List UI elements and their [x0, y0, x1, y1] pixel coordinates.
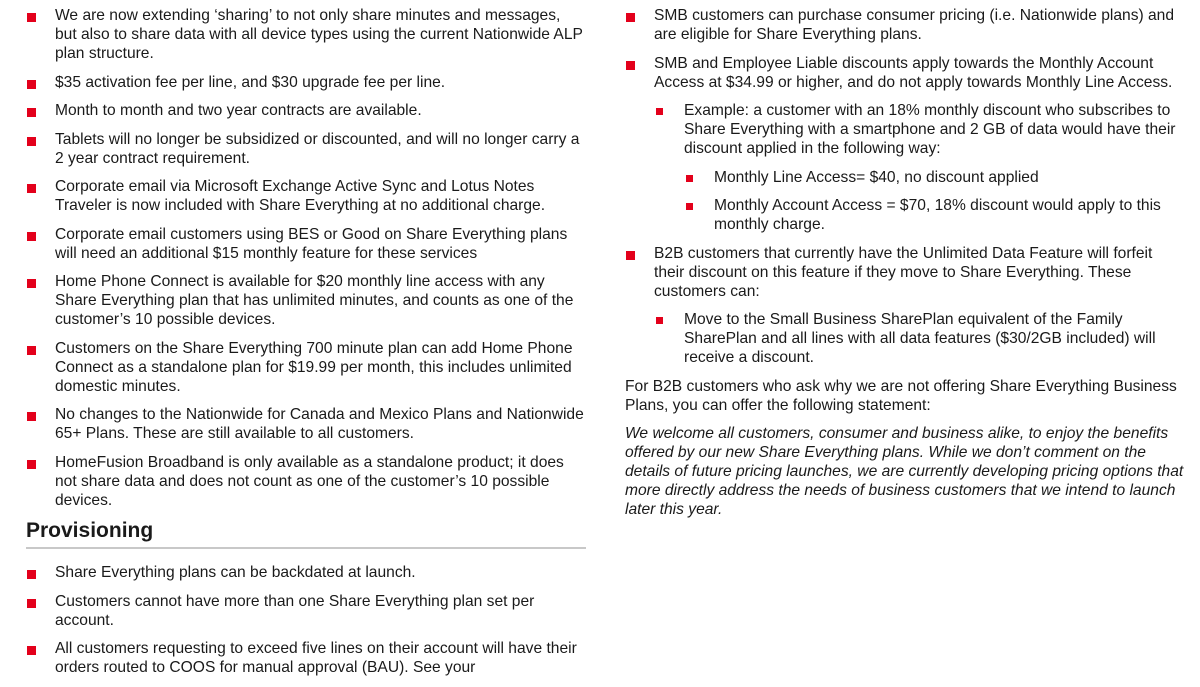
list-item-text: Tablets will no longer be subsidized or discounted, and will no longer carry a 2 year contract requirement. [55, 130, 580, 167]
bullet-square-icon [626, 61, 635, 70]
list-item-text: SMB and Employee Liable discounts apply towards the Monthly Account Access at $34.99 or higher, and do not apply towards Monthly Line Access. [654, 54, 1173, 91]
list-item [26, 563, 586, 582]
list-item [26, 639, 586, 677]
list-item [684, 196, 1185, 234]
bullet-square-icon [656, 317, 663, 324]
b2b-statement-quote: We welcome all customers, consumer and business alike, to enjoy the benefits offered by our new Share Everything plans. While we don’t comment on the details of future pricing launches, we are currently developing pricing options that more directly address the needs of business customers that we intend to launch later this year. [625, 425, 1184, 518]
list-item [26, 592, 586, 630]
list-item-text: No changes to the Nationwide for Canada and Mexico Plans and Nationwide 65+ Plans. These are still available to all customers. [55, 406, 584, 442]
bullet-square-icon [656, 108, 663, 115]
right-column [625, 6, 1185, 519]
list-item [625, 6, 1185, 44]
bullet-square-icon [626, 251, 635, 260]
section-heading-provisioning: Provisioning [26, 519, 586, 549]
list-item [26, 339, 586, 396]
b2b-option-list [654, 310, 1185, 367]
bullet-square-icon [27, 460, 36, 469]
list-item [654, 101, 1185, 158]
bullet-square-icon [27, 184, 36, 193]
bullet-square-icon [686, 175, 693, 182]
list-item [625, 244, 1185, 301]
list-item-text: Example: a customer with an 18% monthly discount who subscribes to Share Everything with a smartphone and 2 GB of data would have their discount applied in the following way: [684, 102, 1176, 157]
list-item-text: HomeFusion Broadband is only available as a standalone product; it does not share data and does not count as one of the customer’s 10 possible devices. [55, 453, 564, 509]
list-item-text: Corporate email customers using BES or Good on Share Everything plans will need an additional $15 monthly feature for these services [55, 225, 568, 262]
bullet-square-icon [686, 203, 693, 210]
list-item [625, 54, 1185, 92]
bullet-square-icon [27, 346, 36, 355]
list-item [26, 405, 586, 443]
bullet-square-icon [27, 279, 36, 288]
bullet-square-icon [27, 646, 36, 655]
list-item [26, 177, 586, 215]
bullet-square-icon [27, 13, 36, 22]
list-item-text: Monthly Account Access = $70, 18% discount would apply to this monthly charge. [714, 197, 1161, 233]
list-item [26, 6, 586, 63]
list-item [26, 73, 586, 92]
b2b-statement-intro: For B2B customers who ask why we are not offering Share Everything Business Plans, you can offer the following statement: [625, 377, 1177, 414]
list-item-text: We are now extending ‘sharing’ to not only share minutes and messages, but also to share data with all device types using the current Nationwide ALP plan structure. [55, 7, 583, 62]
bullet-square-icon [626, 13, 635, 22]
list-item [26, 101, 586, 120]
list-item-text: All customers requesting to exceed five lines on their account will have their orders routed to COOS for manual approval (BAU). See your [55, 640, 577, 676]
plan-details-list [26, 6, 586, 510]
list-item [26, 130, 586, 168]
list-item [654, 310, 1185, 367]
discount-example-list [654, 101, 1185, 158]
bullet-square-icon [27, 599, 36, 608]
list-item-text: Monthly Line Access= $40, no discount applied [714, 168, 1039, 186]
list-item-text: Customers on the Share Everything 700 minute plan can add Home Phone Connect as a standalone plan for $19.99 per month, this includes unlimited domestic minutes. [55, 339, 573, 395]
list-item-text: B2B customers that currently have the Unlimited Data Feature will forfeit their discount on this feature if they move to Share Everything. These customers can: [654, 244, 1153, 300]
list-item-text: Month to month and two year contracts are available. [55, 102, 422, 119]
bullet-square-icon [27, 108, 36, 117]
list-item [26, 453, 586, 510]
list-item-text: $35 activation fee per line, and $30 upgrade fee per line. [55, 73, 446, 91]
left-column [26, 6, 586, 687]
b2b-list [625, 244, 1185, 301]
provisioning-list [26, 563, 586, 677]
list-item-text: SMB customers can purchase consumer pricing (i.e. Nationwide plans) and are eligible for Share Everything plans. [654, 7, 1175, 43]
list-item-text: Corporate email via Microsoft Exchange Active Sync and Lotus Notes Traveler is now included with Share Everything at no additional charge. [55, 178, 546, 214]
bullet-square-icon [27, 80, 36, 89]
business-customers-list [625, 6, 1185, 92]
list-item [26, 225, 586, 263]
discount-detail-list [654, 168, 1185, 235]
bullet-square-icon [27, 570, 36, 579]
list-item [684, 168, 1185, 187]
list-item-text: Move to the Small Business SharePlan equivalent of the Family SharePlan and all lines with all data features ($30/2GB included) will receive a discount. [684, 311, 1156, 366]
list-item [26, 272, 586, 329]
list-item-text: Home Phone Connect is available for $20 monthly line access with any Share Everything plan that has unlimited minutes, and counts as one of the customer’s 10 possible devices. [55, 273, 574, 328]
bullet-square-icon [27, 412, 36, 421]
list-item-text: Customers cannot have more than one Share Everything plan set per account. [55, 592, 535, 629]
bullet-square-icon [27, 137, 36, 146]
list-item-text: Share Everything plans can be backdated at launch. [55, 564, 416, 581]
bullet-square-icon [27, 232, 36, 241]
